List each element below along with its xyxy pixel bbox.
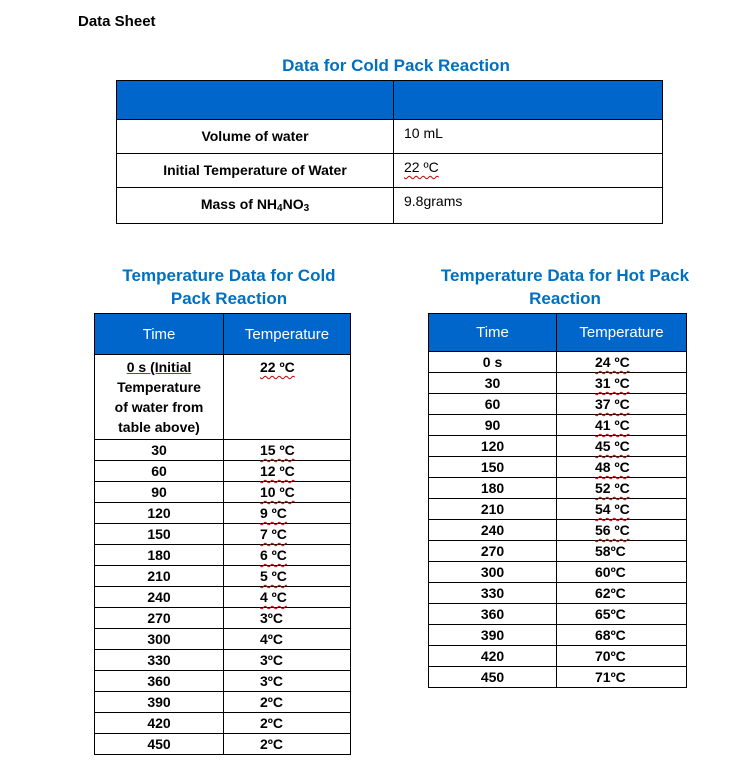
temperature-text: 62ºC: [595, 585, 626, 601]
temperature-text: 6 ºC: [260, 547, 287, 563]
hot-header-temperature: Temperature: [557, 314, 687, 352]
temperature-cell: [557, 667, 687, 688]
time-line: table above): [118, 419, 200, 435]
temperature-cell: [224, 524, 351, 545]
table-row: [95, 355, 351, 440]
summary-row: [117, 154, 663, 188]
temperature-cell: [557, 541, 687, 562]
table-row: [429, 562, 687, 583]
temperature-cell: [224, 355, 351, 440]
time-cell: 360: [95, 671, 224, 692]
temperature-cell: [224, 692, 351, 713]
table-row: [429, 457, 687, 478]
table-row: [95, 503, 351, 524]
temperature-cell: [224, 566, 351, 587]
table-row: [429, 646, 687, 667]
temperature-cell: [557, 373, 687, 394]
temperature-text: 4ºC: [260, 631, 284, 647]
summary-row: [117, 120, 663, 154]
temperature-text: 4 ºC: [260, 589, 287, 605]
cold-title-line: Temperature Data for Cold: [122, 266, 336, 285]
temperature-text: 2ºC: [260, 694, 284, 710]
summary-value: 10 mL: [394, 120, 663, 154]
temperature-cell: [557, 478, 687, 499]
hot-title-line: Reaction: [529, 289, 601, 308]
temperature-text: 54 ºC: [595, 501, 630, 517]
time-text: 0 s: [126, 359, 151, 375]
table-row: [95, 482, 351, 503]
temperature-cell: [557, 646, 687, 667]
temperature-text: 65ºC: [595, 606, 626, 622]
temperature-cell: [557, 436, 687, 457]
time-cell: 60: [429, 394, 557, 415]
table-row: [95, 608, 351, 629]
hot-title-line: Temperature Data for Hot Pack: [440, 266, 690, 285]
temperature-cell: [224, 734, 351, 755]
summary-value: [394, 154, 663, 188]
time-cell: 240: [429, 520, 557, 541]
temperature-text: 41 ºC: [595, 417, 630, 433]
cold-header-temperature: Temperature: [224, 314, 351, 355]
time-cell: 300: [429, 562, 557, 583]
summary-value: 9.8grams: [394, 188, 663, 224]
temperature-text: 48 ºC: [595, 459, 630, 475]
time-cell: 360: [429, 604, 557, 625]
time-cell: 30: [429, 373, 557, 394]
cold-data-table: [94, 313, 351, 755]
temperature-cell: [557, 520, 687, 541]
temperature-cell: [224, 671, 351, 692]
table-row: [95, 440, 351, 461]
table-row: [95, 692, 351, 713]
label-part: Mass of NH: [200, 196, 278, 212]
cold-table-title: [94, 264, 364, 310]
temperature-text: 2ºC: [260, 715, 284, 731]
table-row: [429, 478, 687, 499]
time-cell: 180: [429, 478, 557, 499]
hot-table-title: [420, 264, 710, 310]
temperature-text: 9 ºC: [260, 505, 287, 521]
temperature-cell: [557, 499, 687, 520]
temperature-cell: [557, 583, 687, 604]
temperature-text: 5 ºC: [260, 568, 287, 584]
time-cell: 0 s: [429, 352, 557, 373]
time-cell: 270: [95, 608, 224, 629]
hot-header-time: Time: [429, 314, 557, 352]
table-row: [429, 520, 687, 541]
summary-label: Initial Temperature of Water: [117, 154, 394, 188]
summary-header-cell-right: [394, 81, 663, 120]
temperature-text: 3ºC: [260, 610, 284, 626]
temperature-cell: [224, 503, 351, 524]
time-cell: 450: [429, 667, 557, 688]
time-cell: 420: [95, 713, 224, 734]
temperature-text: 2ºC: [260, 736, 284, 752]
time-cell: 330: [429, 583, 557, 604]
summary-header-row: [117, 81, 663, 120]
time-cell: 420: [429, 646, 557, 667]
temperature-text: 37 ºC: [595, 396, 630, 412]
temperature-text: 45 ºC: [595, 438, 630, 454]
temperature-cell: [224, 587, 351, 608]
summary-label: Volume of water: [117, 120, 394, 154]
temperature-text: 24 ºC: [595, 354, 630, 370]
temperature-text: 70ºC: [595, 648, 626, 664]
time-cell: 390: [95, 692, 224, 713]
time-text: (Initial: [150, 359, 192, 375]
time-cell: 210: [95, 566, 224, 587]
temperature-text: 3ºC: [260, 652, 284, 668]
temperature-text: 15 ºC: [260, 442, 295, 458]
temperature-text: 56 ºC: [595, 522, 630, 538]
temperature-cell: [224, 713, 351, 734]
time-cell: 240: [95, 587, 224, 608]
temperature-cell: [557, 352, 687, 373]
table-row: [429, 541, 687, 562]
table-row: [95, 713, 351, 734]
table-row: [429, 583, 687, 604]
table-row: [95, 629, 351, 650]
temperature-cell: [224, 629, 351, 650]
table-row: [429, 352, 687, 373]
temperature-cell: [557, 604, 687, 625]
time-cell: 270: [429, 541, 557, 562]
temperature-text: 3ºC: [260, 673, 284, 689]
summary-row: [117, 188, 663, 224]
table-row: [429, 373, 687, 394]
table-row: [95, 671, 351, 692]
temperature-text: 71ºC: [595, 669, 626, 685]
summary-value-text: 22 ºC: [404, 159, 439, 175]
time-cell: 90: [95, 482, 224, 503]
temperature-cell: [557, 625, 687, 646]
table-row: [95, 734, 351, 755]
time-cell: 390: [429, 625, 557, 646]
table-row: [429, 499, 687, 520]
subscript: 4: [277, 203, 283, 214]
hot-data-table: [428, 313, 687, 688]
time-cell: 300: [95, 629, 224, 650]
table-row: [429, 667, 687, 688]
time-cell: 60: [95, 461, 224, 482]
time-cell: 90: [429, 415, 557, 436]
temperature-text: 7 ºC: [260, 526, 287, 542]
time-cell: 450: [95, 734, 224, 755]
time-cell: [95, 355, 224, 440]
temperature-cell: [557, 394, 687, 415]
table-row: [95, 650, 351, 671]
temperature-text: 22 ºC: [260, 359, 295, 375]
cold-title-line: Pack Reaction: [170, 289, 288, 308]
time-cell: 330: [95, 650, 224, 671]
temperature-cell: [557, 562, 687, 583]
table-row: [429, 415, 687, 436]
label-part: NO: [282, 196, 304, 212]
time-cell: 150: [429, 457, 557, 478]
table-row: [429, 436, 687, 457]
time-line: of water from: [114, 399, 204, 415]
summary-label: [117, 188, 394, 224]
temperature-cell: [224, 440, 351, 461]
table-row: [429, 394, 687, 415]
cold-header-time: Time: [95, 314, 224, 355]
table-row: [95, 587, 351, 608]
temperature-cell: [224, 608, 351, 629]
temperature-text: 60ºC: [595, 564, 626, 580]
time-cell: 150: [95, 524, 224, 545]
temperature-text: 58ºC: [595, 543, 626, 559]
temperature-text: 52 ºC: [595, 480, 630, 496]
table-row: [95, 524, 351, 545]
cold-pack-summary-table: [116, 80, 663, 224]
temperature-text: 12 ºC: [260, 463, 295, 479]
time-line: Temperature: [117, 379, 201, 395]
table-row: [429, 625, 687, 646]
subscript: 3: [303, 203, 310, 214]
time-cell: 30: [95, 440, 224, 461]
time-line: [95, 357, 223, 377]
temperature-cell: [557, 457, 687, 478]
table-row: [429, 604, 687, 625]
table-row: [95, 461, 351, 482]
temperature-cell: [224, 545, 351, 566]
time-cell: 120: [429, 436, 557, 457]
temperature-text: 10 ºC: [260, 484, 295, 500]
hot-header-row: [429, 314, 687, 352]
cold-header-row: [95, 314, 351, 355]
summary-title: Data for Cold Pack Reaction: [282, 56, 510, 75]
table-row: [95, 545, 351, 566]
temperature-cell: [224, 482, 351, 503]
temperature-cell: [224, 461, 351, 482]
time-cell: 210: [429, 499, 557, 520]
temperature-text: 31 ºC: [595, 375, 630, 391]
table-row: [95, 566, 351, 587]
time-cell: 120: [95, 503, 224, 524]
summary-header-cell-left: [117, 81, 394, 120]
temperature-cell: [224, 650, 351, 671]
temperature-text: 68ºC: [595, 627, 626, 643]
temperature-cell: [557, 415, 687, 436]
sheet-title: Data Sheet: [78, 13, 156, 30]
time-cell: 180: [95, 545, 224, 566]
